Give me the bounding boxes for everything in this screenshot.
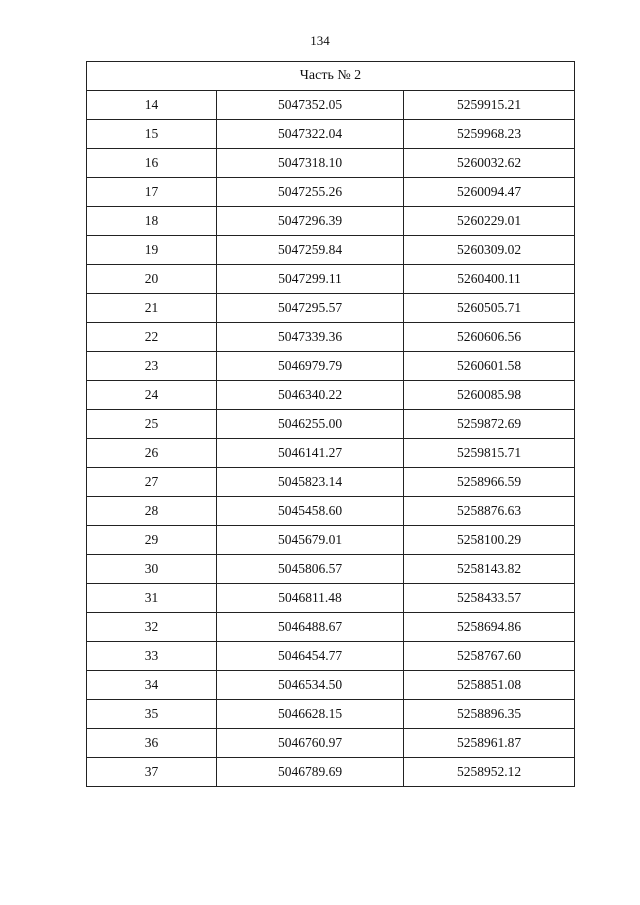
x-coordinate-cell: 5046141.27 — [217, 439, 404, 468]
y-coordinate-cell: 5258694.86 — [404, 613, 575, 642]
point-number-cell: 21 — [87, 294, 217, 323]
coordinates-table — [86, 61, 575, 787]
table-row — [87, 207, 575, 236]
table-row — [87, 729, 575, 758]
table-row — [87, 526, 575, 555]
x-coordinate-cell: 5046534.50 — [217, 671, 404, 700]
table-row — [87, 381, 575, 410]
x-coordinate-cell: 5047295.57 — [217, 294, 404, 323]
x-coordinate-cell: 5046454.77 — [217, 642, 404, 671]
table-row — [87, 178, 575, 207]
y-coordinate-cell: 5259815.71 — [404, 439, 575, 468]
page-number: 134 — [310, 33, 330, 48]
point-number-cell: 30 — [87, 555, 217, 584]
table-row — [87, 497, 575, 526]
y-coordinate-cell: 5258961.87 — [404, 729, 575, 758]
point-number-cell: 34 — [87, 671, 217, 700]
y-coordinate-cell: 5259968.23 — [404, 120, 575, 149]
table-row — [87, 642, 575, 671]
point-number-cell: 27 — [87, 468, 217, 497]
y-coordinate-cell: 5258143.82 — [404, 555, 575, 584]
x-coordinate-cell: 5047339.36 — [217, 323, 404, 352]
x-coordinate-cell: 5047318.10 — [217, 149, 404, 178]
table-row — [87, 700, 575, 729]
y-coordinate-cell: 5258100.29 — [404, 526, 575, 555]
point-number-cell: 14 — [87, 91, 217, 120]
x-coordinate-cell: 5045823.14 — [217, 468, 404, 497]
point-number-cell: 23 — [87, 352, 217, 381]
table-row — [87, 758, 575, 787]
table-row — [87, 294, 575, 323]
x-coordinate-cell: 5045458.60 — [217, 497, 404, 526]
point-number-cell: 19 — [87, 236, 217, 265]
y-coordinate-cell: 5258952.12 — [404, 758, 575, 787]
point-number-cell: 33 — [87, 642, 217, 671]
point-number-cell: 28 — [87, 497, 217, 526]
table-row — [87, 323, 575, 352]
y-coordinate-cell: 5260094.47 — [404, 178, 575, 207]
y-coordinate-cell: 5258851.08 — [404, 671, 575, 700]
point-number-cell: 37 — [87, 758, 217, 787]
table-row — [87, 468, 575, 497]
x-coordinate-cell: 5047255.26 — [217, 178, 404, 207]
y-coordinate-cell: 5260032.62 — [404, 149, 575, 178]
table-row — [87, 352, 575, 381]
y-coordinate-cell: 5258896.35 — [404, 700, 575, 729]
table-row — [87, 410, 575, 439]
point-number-cell: 31 — [87, 584, 217, 613]
point-number-cell: 36 — [87, 729, 217, 758]
y-coordinate-cell: 5258767.60 — [404, 642, 575, 671]
point-number-cell: 25 — [87, 410, 217, 439]
point-number-cell: 18 — [87, 207, 217, 236]
y-coordinate-cell: 5260601.58 — [404, 352, 575, 381]
x-coordinate-cell: 5047352.05 — [217, 91, 404, 120]
x-coordinate-cell: 5046811.48 — [217, 584, 404, 613]
x-coordinate-cell: 5047299.11 — [217, 265, 404, 294]
coordinates-table-body — [87, 62, 575, 787]
point-number-cell: 29 — [87, 526, 217, 555]
y-coordinate-cell: 5260606.56 — [404, 323, 575, 352]
y-coordinate-cell: 5260309.02 — [404, 236, 575, 265]
x-coordinate-cell: 5046979.79 — [217, 352, 404, 381]
y-coordinate-cell: 5258433.57 — [404, 584, 575, 613]
table-row — [87, 236, 575, 265]
point-number-cell: 32 — [87, 613, 217, 642]
table-row — [87, 613, 575, 642]
y-coordinate-cell: 5258876.63 — [404, 497, 575, 526]
point-number-cell: 20 — [87, 265, 217, 294]
x-coordinate-cell: 5047296.39 — [217, 207, 404, 236]
y-coordinate-cell: 5260400.11 — [404, 265, 575, 294]
x-coordinate-cell: 5045806.57 — [217, 555, 404, 584]
x-coordinate-cell: 5046789.69 — [217, 758, 404, 787]
section-header-row — [87, 62, 575, 91]
table-row — [87, 120, 575, 149]
x-coordinate-cell: 5047259.84 — [217, 236, 404, 265]
section-title: Часть № 2 — [87, 62, 575, 91]
y-coordinate-cell: 5260085.98 — [404, 381, 575, 410]
table-row — [87, 584, 575, 613]
table-row — [87, 439, 575, 468]
point-number-cell: 15 — [87, 120, 217, 149]
x-coordinate-cell: 5046255.00 — [217, 410, 404, 439]
point-number-cell: 16 — [87, 149, 217, 178]
point-number-cell: 22 — [87, 323, 217, 352]
y-coordinate-cell: 5258966.59 — [404, 468, 575, 497]
table-row — [87, 149, 575, 178]
y-coordinate-cell: 5259872.69 — [404, 410, 575, 439]
x-coordinate-cell: 5046340.22 — [217, 381, 404, 410]
x-coordinate-cell: 5045679.01 — [217, 526, 404, 555]
point-number-cell: 17 — [87, 178, 217, 207]
point-number-cell: 24 — [87, 381, 217, 410]
point-number-cell: 26 — [87, 439, 217, 468]
x-coordinate-cell: 5046488.67 — [217, 613, 404, 642]
table-row — [87, 265, 575, 294]
y-coordinate-cell: 5260505.71 — [404, 294, 575, 323]
x-coordinate-cell: 5046760.97 — [217, 729, 404, 758]
table-row — [87, 671, 575, 700]
table-row — [87, 91, 575, 120]
y-coordinate-cell: 5259915.21 — [404, 91, 575, 120]
point-number-cell: 35 — [87, 700, 217, 729]
table-row — [87, 555, 575, 584]
y-coordinate-cell: 5260229.01 — [404, 207, 575, 236]
x-coordinate-cell: 5047322.04 — [217, 120, 404, 149]
x-coordinate-cell: 5046628.15 — [217, 700, 404, 729]
